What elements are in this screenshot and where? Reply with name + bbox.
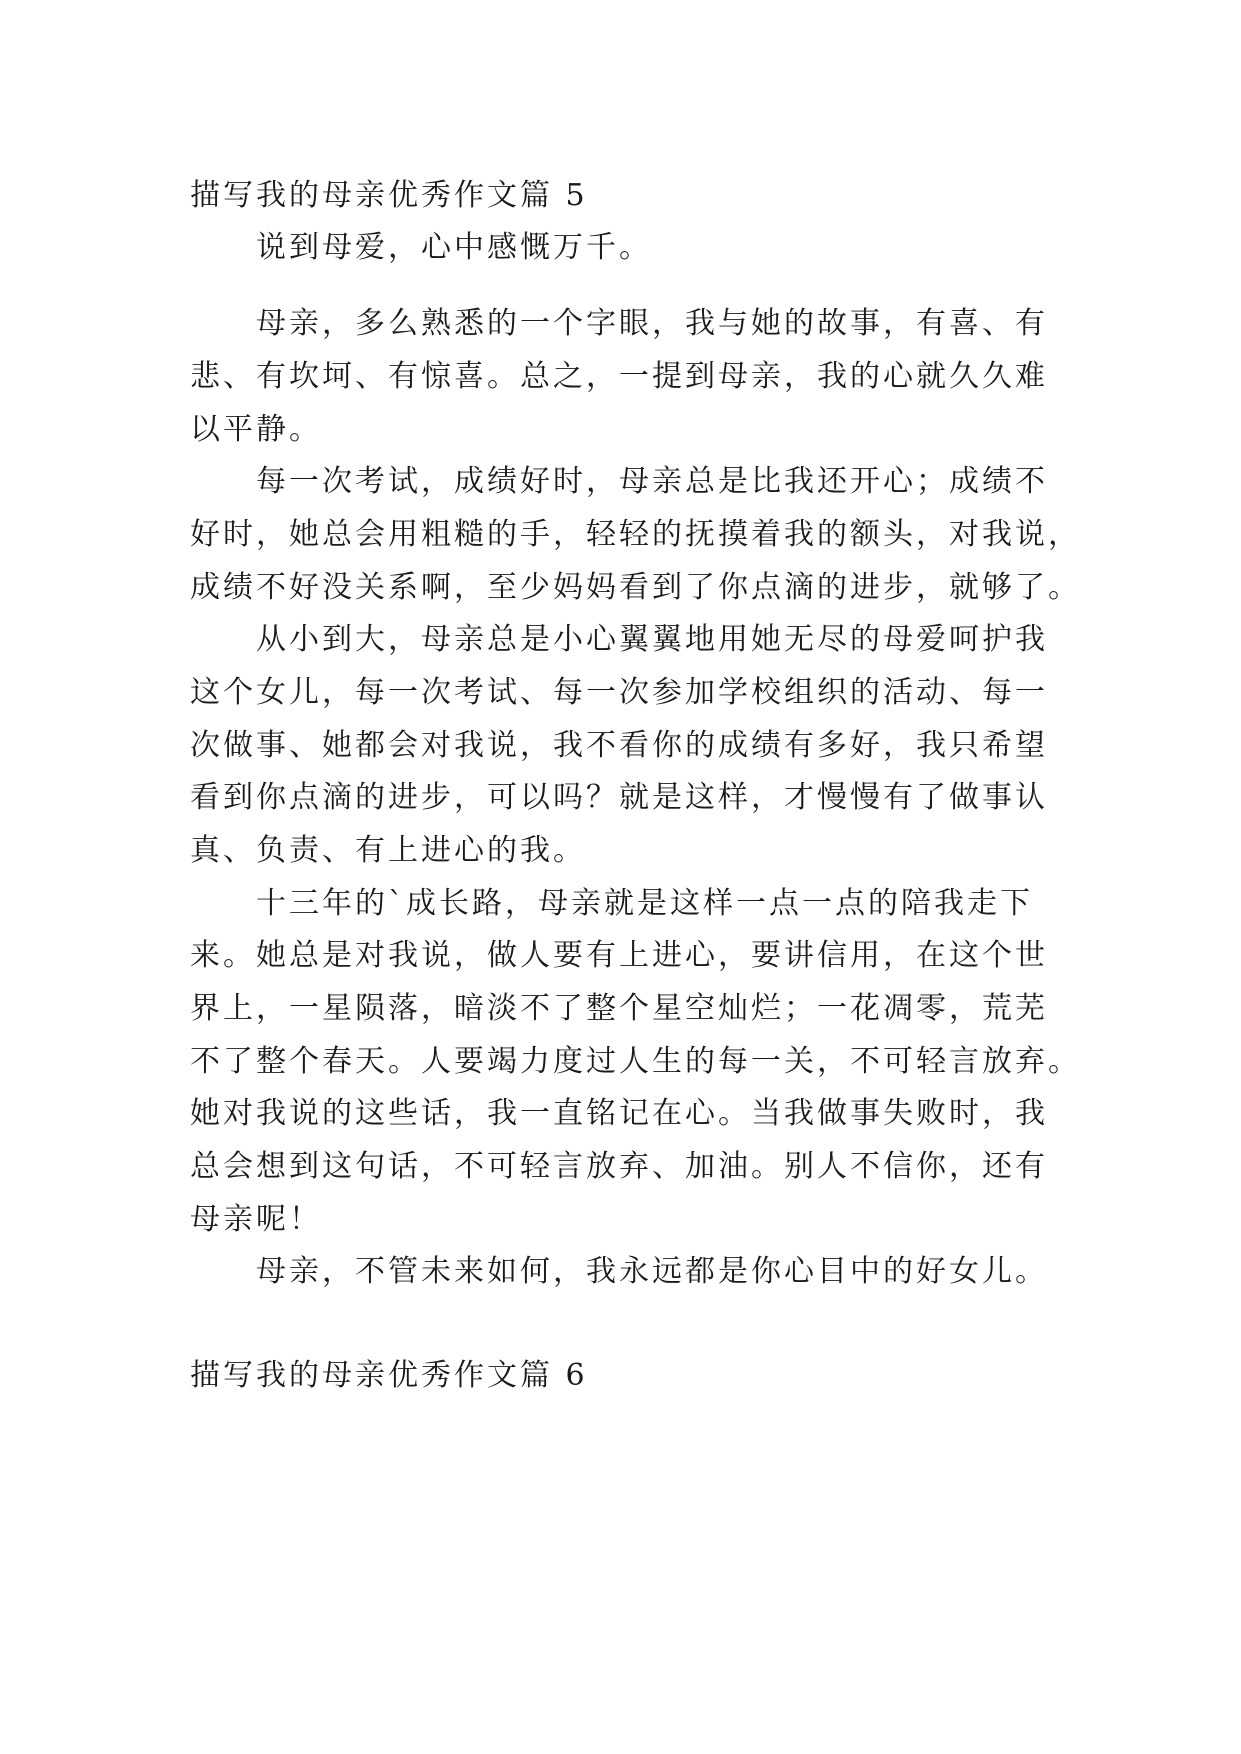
paragraph-line: 这个女儿，每一次考试、每一次参加学校组织的活动、每一 bbox=[190, 675, 1048, 710]
paragraph-line: 十三年的`成长路，母亲就是这样一点一点的陪我走下 bbox=[256, 886, 1033, 921]
paragraph-line: 母亲，多么熟悉的一个字眼，我与她的故事，有喜、有 bbox=[256, 306, 1048, 341]
paragraph-line: 她对我说的这些话，我一直铭记在心。当我做事失败时，我 bbox=[190, 1096, 1048, 1131]
section-title-6: 描写我的母亲优秀作文篇 6 bbox=[190, 1358, 588, 1393]
paragraph-line: 真、负责、有上进心的我。 bbox=[190, 833, 586, 868]
paragraph-line: 好时，她总会用粗糙的手，轻轻的抚摸着我的额头，对我说， bbox=[190, 517, 1081, 552]
paragraph-line: 从小到大，母亲总是小心翼翼地用她无尽的母爱呵护我 bbox=[256, 622, 1048, 657]
section-title-5: 描写我的母亲优秀作文篇 5 bbox=[190, 178, 588, 213]
paragraph-line: 次做事、她都会对我说，我不看你的成绩有多好，我只希望 bbox=[190, 728, 1048, 763]
paragraph-line: 看到你点滴的进步，可以吗？就是这样，才慢慢有了做事认 bbox=[190, 780, 1048, 815]
paragraph-line: 成绩不好没关系啊，至少妈妈看到了你点滴的进步，就够了。 bbox=[190, 570, 1081, 605]
paragraph-line: 母亲呢！ bbox=[190, 1202, 322, 1237]
paragraph-line: 说到母爱，心中感慨万千。 bbox=[256, 230, 652, 265]
paragraph-line: 来。她总是对我说，做人要有上进心，要讲信用，在这个世 bbox=[190, 938, 1048, 973]
paragraph-line: 以平静。 bbox=[190, 412, 322, 447]
paragraph-line: 母亲，不管未来如何，我永远都是你心目中的好女儿。 bbox=[256, 1254, 1048, 1289]
paragraph-line: 界上，一星陨落，暗淡不了整个星空灿烂；一花凋零，荒芜 bbox=[190, 991, 1048, 1026]
paragraph-line: 总会想到这句话，不可轻言放弃、加油。别人不信你，还有 bbox=[190, 1149, 1048, 1184]
paragraph-line: 悲、有坎坷、有惊喜。总之，一提到母亲，我的心就久久难 bbox=[190, 359, 1048, 394]
paragraph-line: 每一次考试，成绩好时，母亲总是比我还开心；成绩不 bbox=[256, 464, 1048, 499]
paragraph-line: 不了整个春天。人要竭力度过人生的每一关，不可轻言放弃。 bbox=[190, 1044, 1081, 1079]
